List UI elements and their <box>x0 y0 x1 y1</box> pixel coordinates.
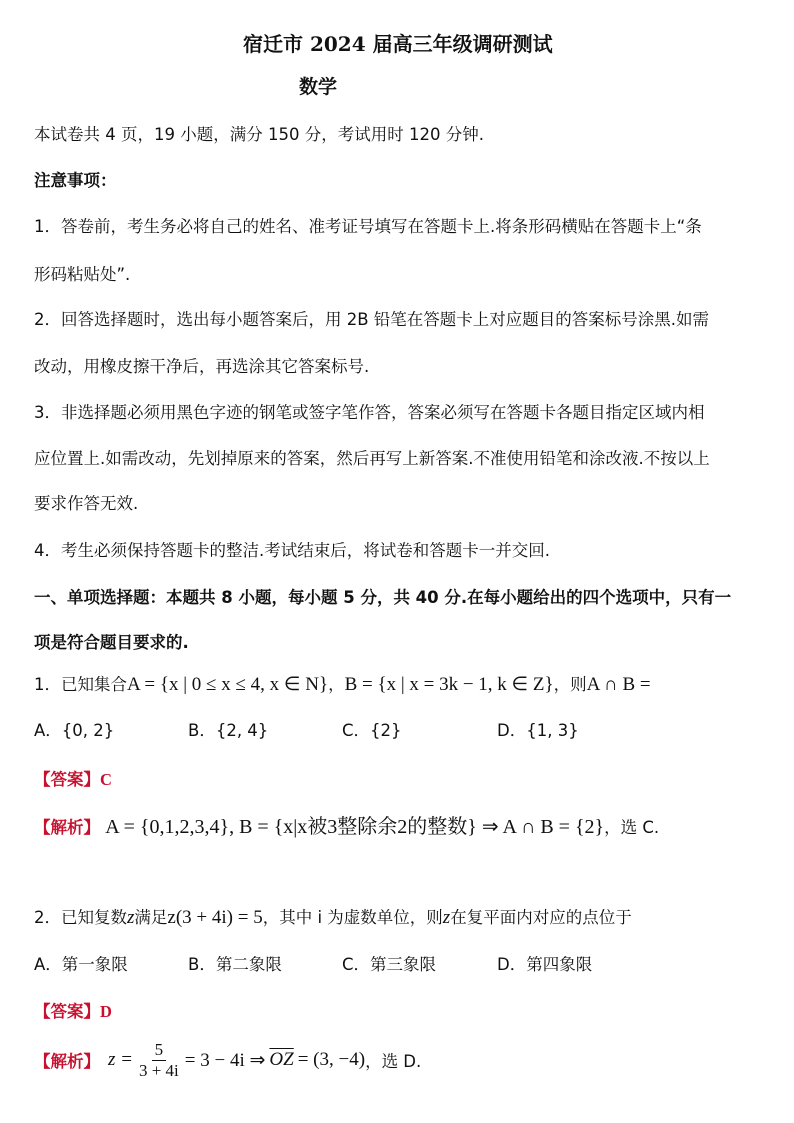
q2-var: z <box>127 907 135 928</box>
q2-option-c: C．第三象限 <box>342 955 437 974</box>
q2-analysis-rhs: = 3 − 4i ⇒ <box>184 1049 266 1071</box>
notice-item-1-line-1: 1．答卷前，考生务必将自己的姓名、准考证号填写在答题卡上.将条形码横贴在答题卡上“条 <box>34 217 702 236</box>
q2-analysis-tail: ，选 D. <box>365 1052 422 1072</box>
q1-option-d: D．{1, 3} <box>497 721 579 740</box>
q1-prefix: 1．已知集合 <box>34 675 127 694</box>
question-1-stem <box>34 671 651 696</box>
subject-title: 数学 <box>299 76 338 98</box>
q2-mid2: ，其中 i 为虚数单位，则 <box>262 908 443 927</box>
q2-analysis-lhs: z = <box>108 1049 133 1071</box>
q2-tail: 在复平面内对应的点位于 <box>450 908 632 927</box>
q1-answer-value: C <box>100 770 112 789</box>
exam-title: 宿迁市 2024 届高三年级调研测试 <box>243 32 553 56</box>
q2-analysis <box>34 1040 421 1080</box>
q2-option-a: A．第一象限 <box>34 955 128 974</box>
notice-item-3-line-3: 要求作答无效. <box>34 494 139 513</box>
q1-set-a: A = {x | 0 ≤ x ≤ 4, x ∈ N} <box>127 674 329 695</box>
notice-item-1-line-2: 形码粘贴处”. <box>34 265 131 284</box>
notice-item-4-line-1: 4．考生必须保持答题卡的整洁.考试结束后，将试卷和答题卡一并交回. <box>34 541 550 560</box>
section-heading-line-1: 一、单项选择题：本题共 8 小题，每小题 5 分，共 40 分.在每小题给出的四个选项中，只有一 <box>34 588 732 607</box>
q1-answer <box>34 766 112 790</box>
q2-fraction <box>136 1040 182 1080</box>
q1-analysis-math: A = {0,1,2,3,4}, B = {x|x被3整除余2的整数} ⇒ A ∩ B = {2} <box>105 816 605 838</box>
notice-item-3-line-2: 应位置上.如需改动，先划掉原来的答案，然后再写上新答案.不准使用铅笔和涂改液.不按以上 <box>34 449 710 468</box>
q2-analysis-label: 【解析】 <box>34 1052 100 1072</box>
q1-option-c: C．{2} <box>342 721 402 740</box>
section-heading-line-2: 项是符合题目要求的. <box>34 633 189 652</box>
q1-analysis-tail: ，选 C. <box>604 818 660 837</box>
q2-analysis-vec: = (3, −4) <box>297 1049 366 1071</box>
q2-answer <box>34 998 112 1022</box>
q1-option-a: A．{0, 2} <box>34 721 115 740</box>
q2-mid1: 满足 <box>134 908 168 927</box>
q2-prefix: 2．已知复数 <box>34 908 127 927</box>
q2-answer-label: 【答案】 <box>34 1002 100 1021</box>
notice-heading: 注意事项： <box>34 171 117 190</box>
q1-sep: ， <box>328 675 345 694</box>
q1-ask: A ∩ B = <box>586 674 651 695</box>
q2-fraction-numerator: 5 <box>152 1040 167 1061</box>
q2-option-d: D．第四象限 <box>497 955 593 974</box>
q1-option-b: B．{2, 4} <box>188 721 269 740</box>
notice-item-3-line-1: 3．非选择题必须用黑色字迹的钢笔或签字笔作答，答案必须写在答题卡各题目指定区域内相 <box>34 403 705 422</box>
q1-analysis-label: 【解析】 <box>34 818 100 837</box>
q2-equation: z(3 + 4i) = 5 <box>167 907 263 928</box>
intro-text: 本试卷共 4 页，19 小题，满分 150 分，考试用时 120 分钟. <box>34 125 484 144</box>
q2-vector-oz: $\overline{OZ}$ <box>269 1049 294 1071</box>
question-2-stem <box>34 904 632 929</box>
q1-answer-label: 【答案】 <box>34 770 100 789</box>
q1-set-b: B = {x | x = 3k − 1, k ∈ Z} <box>344 674 554 695</box>
notice-item-2-line-2: 改动，用橡皮擦干净后，再选涂其它答案标号. <box>34 357 370 376</box>
q1-mid: ，则 <box>553 675 587 694</box>
q2-answer-value: D <box>100 1002 112 1021</box>
notice-item-2-line-1: 2．回答选择题时，选出每小题答案后，用 2B 铅笔在答题卡上对应题目的答案标号涂黑.如需 <box>34 310 710 329</box>
q1-analysis <box>34 810 659 839</box>
q2-fraction-denominator: 3 + 4i <box>138 1060 179 1080</box>
q2-var2: z <box>442 907 451 928</box>
q2-option-b: B．第二象限 <box>188 955 282 974</box>
